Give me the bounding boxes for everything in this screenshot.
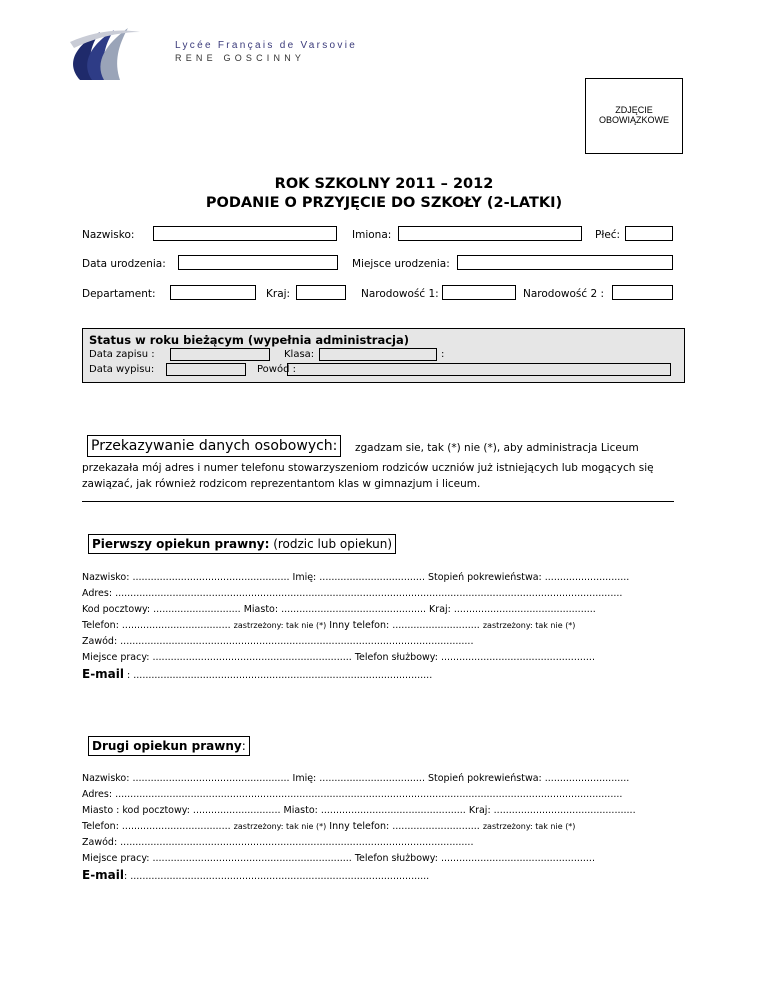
guardian2-line6[interactable]: Miejsce pracy: .................................................................. Telefon służbowy: ...................................................	[82, 853, 595, 864]
photo-box[interactable]	[585, 78, 683, 154]
colon-label: :	[441, 349, 445, 360]
photo-label-line2: OBOWIĄZKOWE	[598, 115, 669, 125]
narodowosc2-label: Narodowość 2 :	[523, 288, 605, 300]
narodowosc2-field[interactable]	[612, 285, 673, 300]
guardian2-other-phone-restricted: zastrzeżony: tak nie (*)	[482, 822, 576, 831]
divider	[82, 501, 674, 502]
kraj-field[interactable]	[296, 285, 346, 300]
guardian2-heading-rest: :	[241, 739, 246, 753]
guardian2-line4[interactable]	[82, 821, 575, 832]
imiona-label: Imiona:	[352, 229, 392, 241]
guardian1-line5[interactable]: Zawód: .....................................................................................................................	[82, 636, 474, 647]
guardian1-line3[interactable]: Kod pocztowy: ............................. Miasto: ................................................ Kraj: ...............................................	[82, 604, 596, 615]
guardian1-heading-rest: (rodzic lub opiekun)	[269, 537, 393, 551]
data-zapisu-field[interactable]	[170, 348, 270, 361]
guardian2-email-label: E-mail	[82, 868, 125, 882]
school-subtitle: RENE GOSCINNY	[175, 53, 306, 63]
guardian2-line3[interactable]: Miasto : kod pocztowy: ............................. Miasto: ................................................ Kraj: ...............................................	[82, 805, 636, 816]
data-wypisu-field[interactable]	[166, 363, 246, 376]
guardian1-email-label: E-mail	[82, 667, 125, 681]
narodowosc1-field[interactable]	[442, 285, 516, 300]
school-logo	[62, 18, 142, 88]
data-urodzenia-label: Data urodzenia:	[82, 258, 166, 270]
data-zapisu-label: Data zapisu :	[89, 349, 155, 360]
consent-heading: Przekazywanie danych osobowych:	[87, 435, 341, 457]
plec-field[interactable]	[625, 226, 673, 241]
guardian1-email-dots: : ...................................................................................................	[124, 670, 433, 681]
consent-line2: przekazała mój adres i numer telefonu stowarzyszeniom rodziców uczniów już istniejących lub mogących się	[82, 462, 654, 474]
data-urodzenia-field[interactable]	[178, 255, 338, 270]
consent-line1: zgadzam sie, tak (*) nie (*), aby administracja Liceum	[355, 442, 639, 454]
guardian1-line1[interactable]: Nazwisko: .................................................... Imię: ................................... Stopień pokrewieństwa: ............................	[82, 572, 630, 583]
data-wypisu-label: Data wypisu:	[89, 364, 155, 375]
kraj-label: Kraj:	[266, 288, 291, 300]
narodowosc1-label: Narodowość 1:	[361, 288, 439, 300]
guardian1-line6[interactable]: Miejsce pracy: .................................................................. Telefon służbowy: ...................................................	[82, 652, 595, 663]
miejsce-urodzenia-field[interactable]	[457, 255, 673, 270]
guardian1-heading-bold: Pierwszy opiekun prawny:	[92, 537, 270, 551]
nazwisko-label: Nazwisko:	[82, 229, 135, 241]
guardian1-line4[interactable]	[82, 620, 575, 631]
imiona-field[interactable]	[398, 226, 582, 241]
guardian2-phone: Telefon: ....................................	[82, 821, 231, 832]
guardian2-phone-restricted: zastrzeżony: tak nie (*)	[233, 822, 327, 831]
guardian2-heading	[88, 736, 250, 756]
guardian1-email[interactable]	[82, 667, 432, 681]
guardian1-heading	[88, 534, 396, 554]
guardian2-heading-bold: Drugi opiekun prawny	[92, 739, 242, 753]
guardian1-other-phone: Inny telefon: .............................	[329, 620, 480, 631]
departament-label: Departament:	[82, 288, 156, 300]
guardian2-line5[interactable]: Zawód: .....................................................................................................................	[82, 837, 474, 848]
powod-label: Powód :	[257, 364, 296, 375]
guardian2-email[interactable]	[82, 868, 429, 882]
powod-field[interactable]	[287, 363, 671, 376]
guardian1-line2[interactable]: Adres: ........................................................................................................................................................................	[82, 588, 623, 599]
departament-field[interactable]	[170, 285, 256, 300]
status-panel	[82, 328, 685, 383]
guardian1-phone: Telefon: ....................................	[82, 620, 231, 631]
plec-label: Płeć:	[595, 229, 621, 241]
klasa-label: Klasa:	[284, 349, 315, 360]
consent-line3: zawiązać, jak również rodzicom reprezentantom klas w gimnazjum i liceum.	[82, 478, 481, 490]
page-title: PODANIE O PRZYJĘCIE DO SZKOŁY (2-LATKI)	[205, 195, 563, 211]
guardian2-line2[interactable]: Adres: ........................................................................................................................................................................	[82, 789, 623, 800]
guardian2-email-dots: : ...................................................................................................	[124, 871, 430, 882]
guardian1-other-phone-restricted: zastrzeżony: tak nie (*)	[482, 621, 576, 630]
status-heading: Status w roku bieżącym (wypełnia administracja)	[89, 333, 410, 347]
guardian1-phone-restricted: zastrzeżony: tak nie (*)	[233, 621, 327, 630]
photo-label-line1: ZDJĘCIE	[615, 105, 653, 115]
miejsce-urodzenia-label: Miejsce urodzenia:	[352, 258, 450, 270]
guardian2-other-phone: Inny telefon: .............................	[329, 821, 480, 832]
school-name: Lycée Français de Varsovie	[175, 40, 358, 51]
guardian2-line1[interactable]: Nazwisko: .................................................... Imię: ................................... Stopień pokrewieństwa: ............................	[82, 773, 630, 784]
klasa-field[interactable]	[319, 348, 437, 361]
nazwisko-field[interactable]	[153, 226, 337, 241]
page-title-year: ROK SZKOLNY 2011 – 2012	[274, 176, 494, 192]
